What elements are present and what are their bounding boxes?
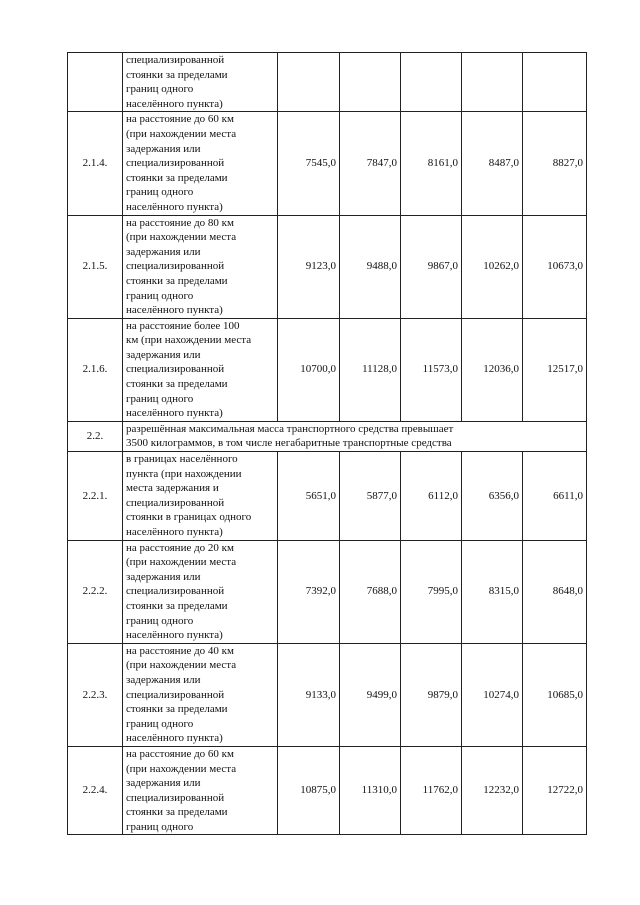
price-cell: 8827,0 (523, 112, 587, 215)
item-number: 2.2.2. (68, 540, 123, 643)
item-description: специализированной стоянки за пределами границ одного населённого пункта) (123, 53, 278, 112)
price-cell (278, 53, 340, 112)
price-cell: 11128,0 (340, 318, 401, 421)
price-cell: 5651,0 (278, 452, 340, 541)
price-cell: 10673,0 (523, 215, 587, 318)
price-cell: 10262,0 (462, 215, 523, 318)
table-row (68, 452, 587, 541)
price-cell: 5877,0 (340, 452, 401, 541)
price-cell: 10875,0 (278, 746, 340, 835)
item-number: 2.1.6. (68, 318, 123, 421)
price-cell: 9123,0 (278, 215, 340, 318)
item-description: на расстояние до 60 км (при нахождении места задержания или специализированной стоянки за пределами границ одного населённого пункта) (123, 112, 278, 215)
price-cell: 9488,0 (340, 215, 401, 318)
price-cell: 10274,0 (462, 643, 523, 746)
price-cell: 11310,0 (340, 746, 401, 835)
price-cell: 10685,0 (523, 643, 587, 746)
price-cell: 12517,0 (523, 318, 587, 421)
price-cell: 9133,0 (278, 643, 340, 746)
price-cell: 9879,0 (401, 643, 462, 746)
item-description: на расстояние до 80 км (при нахождении места задержания или специализированной стоянки за пределами границ одного населённого пункта) (123, 215, 278, 318)
price-cell: 12722,0 (523, 746, 587, 835)
price-cell: 8487,0 (462, 112, 523, 215)
table-row (68, 540, 587, 643)
item-description: в границах населённого пункта (при нахождении места задержания и специализированной стоянки в границах одного населённого пункта) (123, 452, 278, 541)
item-number: 2.2.4. (68, 746, 123, 835)
table-row (68, 53, 587, 112)
price-cell: 11573,0 (401, 318, 462, 421)
price-cell: 7847,0 (340, 112, 401, 215)
price-cell: 12232,0 (462, 746, 523, 835)
price-cell: 8161,0 (401, 112, 462, 215)
item-number: 2.2.3. (68, 643, 123, 746)
price-cell (340, 53, 401, 112)
table-row (68, 643, 587, 746)
item-number: 2.1.5. (68, 215, 123, 318)
price-cell: 7688,0 (340, 540, 401, 643)
item-description: на расстояние более 100 км (при нахождении места задержания или специализированной стоянки за пределами границ одного населённого пункта) (123, 318, 278, 421)
price-cell: 9867,0 (401, 215, 462, 318)
item-description: на расстояние до 20 км (при нахождении места задержания или специализированной стоянки за пределами границ одного населённого пункта) (123, 540, 278, 643)
tariff-table (67, 52, 587, 835)
price-cell: 7392,0 (278, 540, 340, 643)
price-cell: 7545,0 (278, 112, 340, 215)
table-body (68, 53, 587, 835)
table-row (68, 112, 587, 215)
price-cell: 8315,0 (462, 540, 523, 643)
price-cell: 8648,0 (523, 540, 587, 643)
price-cell: 10700,0 (278, 318, 340, 421)
table-row (68, 215, 587, 318)
price-cell: 6611,0 (523, 452, 587, 541)
item-description: на расстояние до 60 км (при нахождении места задержания или специализированной стоянки за пределами границ одного (123, 746, 278, 835)
item-number: 2.1.4. (68, 112, 123, 215)
price-cell: 9499,0 (340, 643, 401, 746)
item-number: 2.2.1. (68, 452, 123, 541)
price-cell (462, 53, 523, 112)
item-number: 2.2. (68, 421, 123, 451)
item-number (68, 53, 123, 112)
price-cell (401, 53, 462, 112)
price-cell: 6356,0 (462, 452, 523, 541)
price-cell: 7995,0 (401, 540, 462, 643)
section-row (68, 421, 587, 451)
price-cell (523, 53, 587, 112)
price-cell: 11762,0 (401, 746, 462, 835)
table-row (68, 746, 587, 835)
item-description: на расстояние до 40 км (при нахождении места задержания или специализированной стоянки за пределами границ одного населённого пункта) (123, 643, 278, 746)
price-cell: 12036,0 (462, 318, 523, 421)
price-cell: 6112,0 (401, 452, 462, 541)
table-row (68, 318, 587, 421)
section-description: разрешённая максимальная масса транспортного средства превышает 3500 килограммов, в том числе негабаритные транспортные средства (123, 421, 587, 451)
